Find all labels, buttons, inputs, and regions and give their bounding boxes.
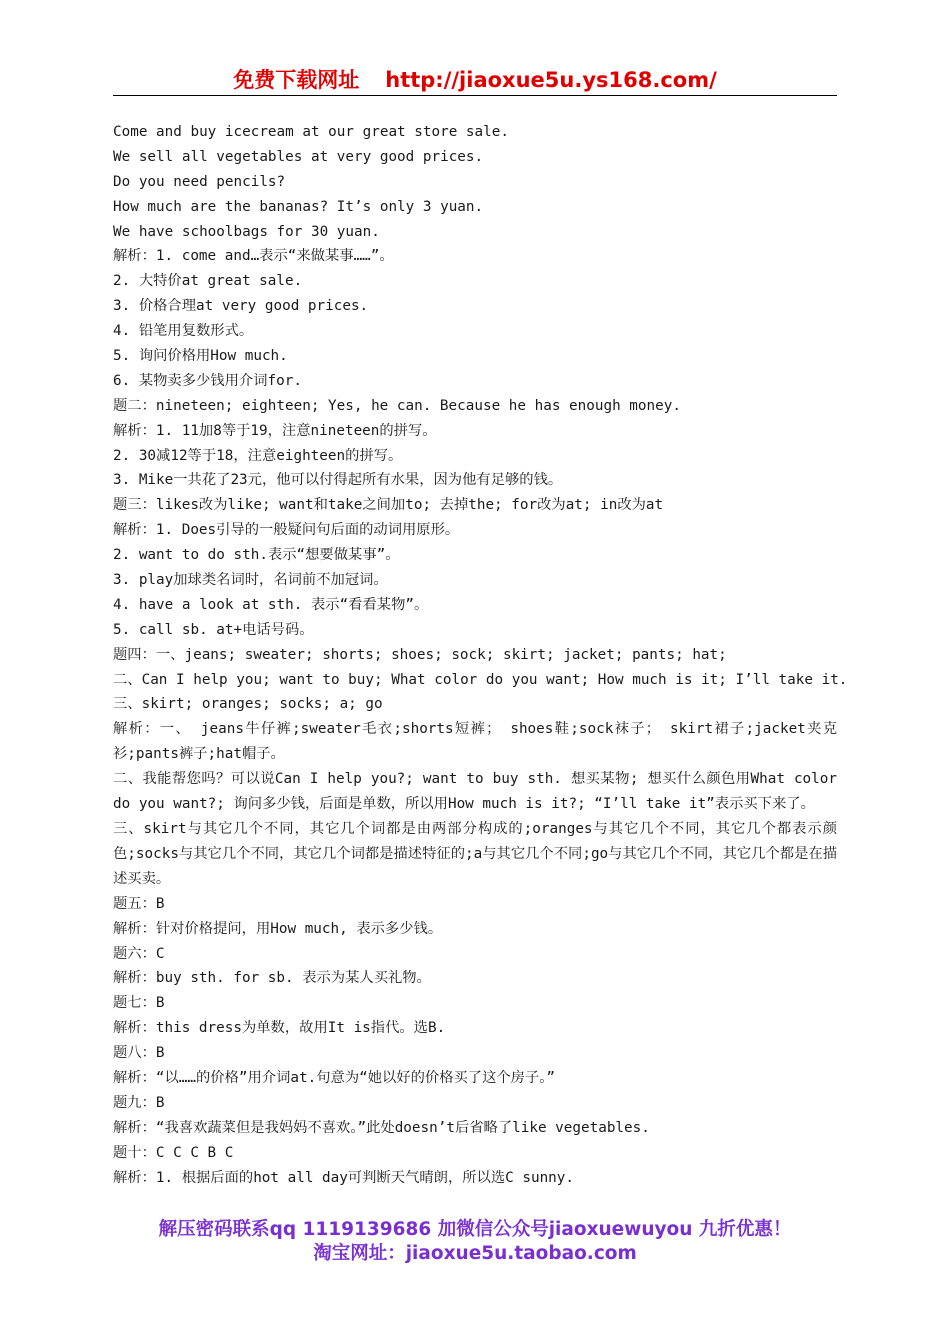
text-line: 6. 某物卖多少钱用介词for. xyxy=(113,372,302,389)
footer-shop-link[interactable]: 淘宝网址：jiaoxue5u.taobao.com xyxy=(313,1243,637,1264)
document-body xyxy=(113,120,848,1190)
header-rule xyxy=(113,95,837,96)
text-line: 解析：buy sth. for sb. 表示为某人买礼物。 xyxy=(113,970,431,987)
text-line: 题十：C C C B C xyxy=(113,1144,234,1161)
footer-contact-line: 解压密码联系qq 1119139686 加微信公众号jiaoxuewuyou 九折优惠！ xyxy=(158,1219,792,1240)
header-label: 免费下载网址 xyxy=(233,68,360,92)
text-line: 解析：this dress为单数，故用It is指代。选B. xyxy=(113,1020,446,1037)
text-line: 2. 30减12等于18，注意eighteen的拼写。 xyxy=(113,447,403,464)
text-line: Come and buy icecream at our great store sale. xyxy=(113,124,509,140)
text-line: Do you need pencils? xyxy=(113,173,286,190)
text-line: 3. 价格合理at very good prices. xyxy=(113,298,369,315)
text-line: 题五：B xyxy=(113,895,165,912)
text-line: 解析：“我喜欢蔬菜但是我妈妈不喜欢。”此处doesn’t后省略了like vegetables. xyxy=(113,1119,650,1136)
text-line: 题九：B xyxy=(113,1094,165,1111)
text-line: 题二：nineteen; eighteen; Yes, he can. Because he has enough money. xyxy=(113,397,681,414)
text-paragraph: 二、我能帮您吗？可以说Can I help you?; want to buy sth. 想买某物; 想买什么颜色用What color do you want?; 询问多少钱，后面是单数，所以用How much is it?; “I’ll take it”表示买下来了。 xyxy=(113,771,837,813)
text-line: How much are the bananas? It’s only 3 yuan. xyxy=(113,198,484,215)
text-line: 4. have a look at sth. 表示“看看某物”。 xyxy=(113,596,429,613)
text-line: 解析：1. come and…表示“来做某事……”。 xyxy=(113,248,394,265)
text-line: 3. Mike一共花了23元，他可以付得起所有水果，因为他有足够的钱。 xyxy=(113,472,563,489)
text-line: 3. play加球类名词时，名词前不加冠词。 xyxy=(113,572,388,589)
text-line: 5. call sb. at+电话号码。 xyxy=(113,621,314,638)
text-paragraph: 三、skirt与其它几个不同，其它几个词都是由两部分构成的;oranges与其它几个不同，其它几个都表示颜色;socks与其它几个不同，其它几个词都是描述特征的;a与其它几个不同;go与其它几个不同，其它几个都是在描述买卖。 xyxy=(113,821,837,887)
text-line: 题三：likes改为like; want和take之间加to; 去掉the; for改为at; in改为at xyxy=(113,497,664,514)
text-line: 解析：1. Does引导的一般疑问句后面的动词用原形。 xyxy=(113,522,460,539)
page-footer xyxy=(0,1218,950,1266)
text-line: We sell all vegetables at very good prices. xyxy=(113,148,484,165)
text-paragraph: 解析：一、 jeans牛仔裤;sweater毛衣;shorts短裤； shoes鞋;sock袜子； skirt裙子;jacket夹克衫;pants裤子;hat帽子。 xyxy=(113,721,837,763)
text-line: 解析：1. 根据后面的hot all day可判断天气晴朗，所以选C sunny. xyxy=(113,1169,575,1186)
text-line: We have schoolbags for 30 yuan. xyxy=(113,223,380,240)
text-line: 题八：B xyxy=(113,1045,165,1062)
text-line: 题四：一、jeans; sweater; shorts; shoes; sock; skirt; jacket; pants; hat; xyxy=(113,646,727,663)
text-line: 2. want to do sth.表示“想要做某事”。 xyxy=(113,547,400,564)
text-line: 题六：C xyxy=(113,945,165,962)
text-line: 三、skirt; oranges; socks; a; go xyxy=(113,696,383,713)
text-line: 解析：“以……的价格”用介词at.句意为“她以好的价格买了这个房子。” xyxy=(113,1069,556,1086)
text-line: 解析：针对价格提问，用How much, 表示多少钱。 xyxy=(113,920,443,937)
text-line: 题七：B xyxy=(113,995,165,1012)
page-header xyxy=(113,66,837,96)
header-url[interactable]: http://jiaoxue5u.ys168.com/ xyxy=(385,68,717,92)
text-line: 4. 铅笔用复数形式。 xyxy=(113,323,254,340)
text-line: 二、Can I help you; want to buy; What color do you want; How much is it; I’ll take it. xyxy=(113,671,848,688)
text-line: 5. 询问价格用How much. xyxy=(113,348,288,365)
text-line: 2. 大特价at great sale. xyxy=(113,273,303,290)
text-line: 解析：1. 11加8等于19，注意nineteen的拼写。 xyxy=(113,422,437,439)
